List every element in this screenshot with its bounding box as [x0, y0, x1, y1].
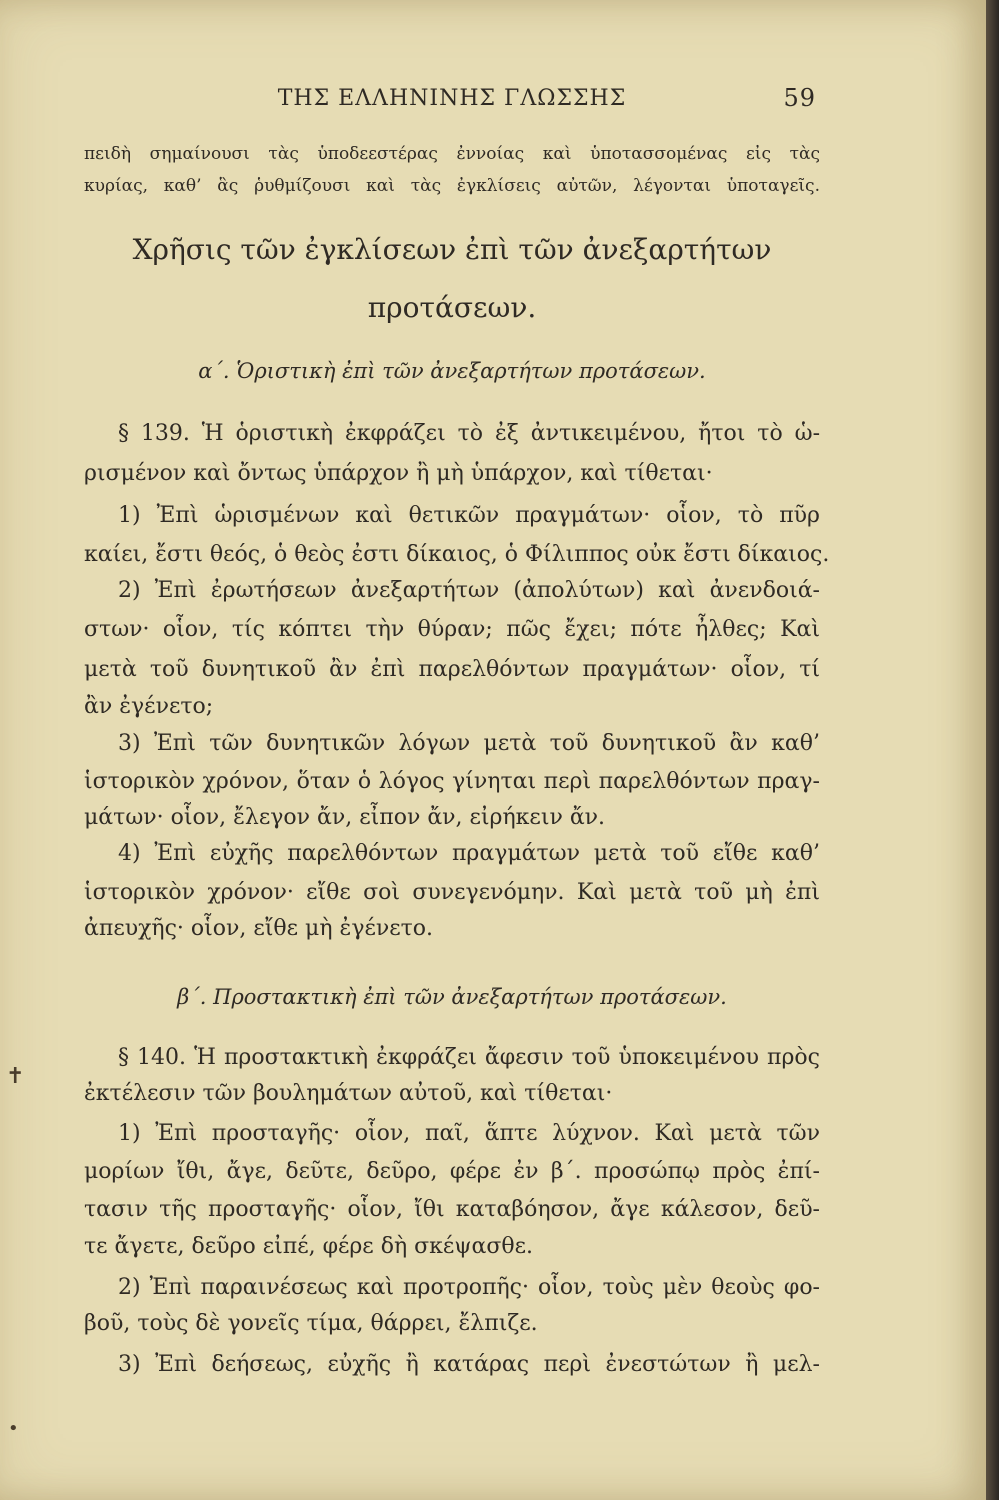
- paragraph-line: 2) Ἐπὶ παραινέσεως καὶ προτροπῆς· οἷον, τοὺς μὲν θεοὺς φο-: [118, 1275, 820, 1300]
- page-edge: [986, 0, 999, 1500]
- paragraph-line: 3) Ἐπὶ τῶν δυνητικῶν λόγων μετὰ τοῦ δυνητικοῦ ἂν καθ’: [118, 731, 820, 756]
- section-heading: Χρῆσις τῶν ἐγκλίσεων ἐπὶ τῶν ἀνεξαρτήτων: [132, 233, 772, 266]
- paragraph-line: μάτων· οἷον, ἔλεγον ἄν, εἶπον ἄν, εἰρήκειν ἄν.: [84, 805, 606, 830]
- running-title: ΤΗΣ ΕΛΛΗΝΙΝΗΣ ΓΛΩΣΣΗΣ: [277, 86, 627, 111]
- paragraph-line: § 140. Ἡ προστακτικὴ ἐκφράζει ἄφεσιν τοῦ ὑποκειμένου πρὸς: [118, 1045, 820, 1070]
- subheading-imperative: β΄. Προστακτικὴ ἐπὶ τῶν ἀνεξαρτήτων προτάσεων.: [177, 985, 727, 1009]
- paragraph-line: 3) Ἐπὶ δεήσεως, εὐχῆς ἢ κατάρας περὶ ἐνεστώτων ἢ μελ-: [118, 1352, 820, 1377]
- paragraph-line: βοῦ, τοὺς δὲ γονεῖς τίμα, θάρρει, ἔλπιζε.: [84, 1311, 538, 1336]
- paragraph-line: 1) Ἐπὶ προσταγῆς· οἷον, παῖ, ἅπτε λύχνον. Καὶ μετὰ τῶν: [118, 1121, 820, 1146]
- intro-line: πειδὴ σημαίνουσι τὰς ὑποδεεστέρας ἐννοίας καὶ ὑποτασσομένας εἰς τὰς: [84, 144, 820, 164]
- margin-mark-dot: •: [8, 1418, 19, 1439]
- section-heading-continuation: προτάσεων.: [367, 291, 537, 324]
- paragraph-line: 1) Ἐπὶ ὡρισμένων καὶ θετικῶν πραγμάτων· οἷον, τὸ πῦρ: [118, 503, 820, 528]
- paragraph-line: στων· οἷον, τίς κόπτει τὴν θύραν; πῶς ἔχει; πότε ἦλθες; Καὶ: [84, 617, 820, 642]
- paragraph-line: ἱστορικὸν χρόνον· εἴθε σοὶ συνεγενόμην. Καὶ μετὰ τοῦ μὴ ἐπὶ: [84, 880, 820, 905]
- paragraph-line: τασιν τῆς προσταγῆς· οἷον, ἴθι καταβόησον, ἄγε κάλεσον, δεῦ-: [84, 1197, 820, 1222]
- running-head: [84, 86, 820, 116]
- paragraph-line: ρισμένον καὶ ὄντως ὑπάρχον ἢ μὴ ὑπάρχον, καὶ τίθεται·: [84, 461, 713, 486]
- paragraph-line: ἀπευχῆς· οἷον, εἴθε μὴ ἐγένετο.: [84, 916, 434, 941]
- paragraph-line: 4) Ἐπὶ εὐχῆς παρελθόντων πραγμάτων μετὰ τοῦ εἴθε καθ’: [118, 841, 820, 866]
- paragraph-line: 2) Ἐπὶ ἐρωτήσεων ἀνεξαρτήτων (ἀπολύτων) καὶ ἀνενδοιά-: [118, 578, 820, 603]
- intro-line: κυρίας, καθ’ ἃς ῥυθμίζουσι καὶ τὰς ἐγκλίσεις αὐτῶν, λέγονται ὑποταγεῖς.: [84, 176, 820, 196]
- subheading-indicative: α΄. Ὁριστικὴ ἐπὶ τῶν ἀνεξαρτήτων προτάσεων.: [198, 359, 706, 383]
- paragraph-line: ἐκτέλεσιν τῶν βουλημάτων αὐτοῦ, καὶ τίθεται·: [84, 1081, 613, 1106]
- page-number: 59: [783, 84, 816, 112]
- margin-mark-cross: ✝: [6, 1064, 25, 1089]
- paragraph-line: τε ἄγετε, δεῦρο εἰπέ, φέρε δὴ σκέψασθε.: [84, 1234, 534, 1259]
- paragraph-line: μορίων ἴθι, ἄγε, δεῦτε, δεῦρο, φέρε ἐν β΄. προσώπῳ πρὸς ἐπί-: [84, 1159, 820, 1184]
- paragraph-line: § 139. Ἡ ὁριστικὴ ἐκφράζει τὸ ἐξ ἀντικειμένου, ἤτοι τὸ ὡ-: [118, 421, 820, 446]
- paragraph-line: ἱστορικὸν χρόνον, ὅταν ὁ λόγος γίνηται περὶ παρελθόντων πραγ-: [84, 769, 820, 794]
- paragraph-line: καίει, ἔστι θεός, ὁ θεὸς ἐστι δίκαιος, ὁ Φίλιππος οὐκ ἔστι δίκαιος.: [84, 542, 830, 567]
- paragraph-line: ἂν ἐγένετο;: [84, 694, 214, 719]
- paragraph-line: μετὰ τοῦ δυνητικοῦ ἂν ἐπὶ παρελθόντων πραγμάτων· οἷον, τί: [84, 657, 820, 682]
